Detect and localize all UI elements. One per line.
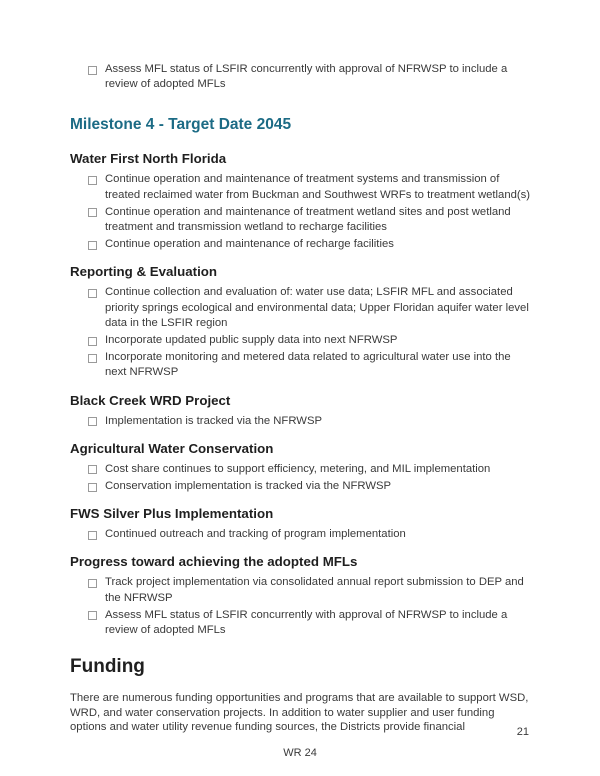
list-item — [88, 350, 535, 380]
page-number: 21 — [516, 726, 529, 738]
intro-bullet-list — [70, 62, 535, 92]
milestone-heading: Milestone 4 - Target Date 2045 — [70, 116, 292, 134]
list-item — [88, 237, 535, 252]
checkbox-bullet-icon — [88, 354, 97, 363]
bullet-text: Continue operation and maintenance of treatment wetland sites and post wetland treatment and transmission wetland to recharge facilities — [105, 205, 511, 234]
bullet-text: Continue operation and maintenance of recharge facilities — [105, 238, 394, 251]
bullet-text: Implementation is tracked via the NFRWSP — [105, 414, 323, 427]
section-fws-silver-plus-implementation — [70, 506, 535, 542]
checkbox-bullet-icon — [88, 176, 97, 185]
section-progress-adopted-mfls — [70, 554, 535, 638]
bullet-text: Assess MFL status of LSFIR concurrently with approval of NFRWSP to include a review of adopted MFLs — [105, 608, 508, 637]
checkbox-bullet-icon — [88, 289, 97, 298]
section-title: Reporting & Evaluation — [70, 264, 218, 280]
checkbox-bullet-icon — [88, 483, 97, 492]
section-title: FWS Silver Plus Implementation — [70, 506, 274, 522]
list-item — [88, 608, 535, 638]
checkbox-bullet-icon — [88, 531, 97, 540]
bullet-list — [70, 527, 535, 542]
checkbox-bullet-icon — [88, 465, 97, 474]
section-title: Agricultural Water Conservation — [70, 440, 274, 456]
checkbox-bullet-icon — [88, 208, 97, 217]
section-water-first-north-florida — [70, 151, 535, 252]
checkbox-bullet-icon — [88, 66, 97, 75]
footer-doc-code: WR 24 — [283, 747, 317, 759]
list-item — [88, 462, 535, 477]
bullet-list — [70, 414, 535, 429]
bullet-text: Cost share continues to support efficiency, metering, and MIL implementation — [105, 462, 491, 475]
funding-heading: Funding — [70, 656, 145, 678]
checkbox-bullet-icon — [88, 611, 97, 620]
bullet-list — [70, 172, 535, 252]
list-item — [88, 205, 535, 235]
page-content — [70, 0, 535, 735]
checkbox-bullet-icon — [88, 337, 97, 346]
checkbox-bullet-icon — [88, 241, 97, 250]
list-item — [88, 414, 535, 429]
checkbox-bullet-icon — [88, 417, 97, 426]
section-reporting-evaluation — [70, 264, 535, 380]
list-item — [88, 333, 535, 348]
bullet-text: Track project implementation via consolidated annual report submission to DEP and the NFRWSP — [105, 576, 524, 604]
bullet-text: Conservation implementation is tracked via the NFRWSP — [105, 480, 392, 493]
section-agricultural-water-conservation — [70, 441, 535, 494]
list-item — [88, 575, 535, 605]
bullet-text: Incorporate monitoring and metered data related to agricultural water use into the next NFRWSP — [105, 351, 511, 379]
section-title: Progress toward achieving the adopted MFLs — [70, 554, 358, 570]
list-item — [88, 62, 535, 92]
list-item — [88, 527, 535, 542]
section-title: Black Creek WRD Project — [70, 392, 231, 408]
list-item — [88, 479, 535, 494]
bullet-text: Continued outreach and tracking of program implementation — [105, 528, 406, 541]
section-title: Water First North Florida — [70, 151, 227, 167]
section-black-creek-wrd-project — [70, 393, 535, 429]
bullet-list — [70, 462, 535, 494]
list-item — [88, 285, 535, 331]
bullet-list — [70, 285, 535, 380]
funding-paragraph: There are numerous funding opportunities and programs that are available to support WSD, WRD, and water conservation projects. In addition to water supplier and user funding options and water utility revenue funding sources, the Districts provide financial — [70, 692, 529, 734]
checkbox-bullet-icon — [88, 579, 97, 588]
list-item — [88, 172, 535, 202]
bullet-text: Incorporate updated public supply data into next NFRWSP — [105, 334, 398, 347]
bullet-list — [70, 575, 535, 638]
bullet-text: Continue collection and evaluation of: water use data; LSFIR MFL and associated priority springs ecological and environmental data; Upper Floridan aquifer water level data in the LSFIR region — [105, 286, 529, 329]
bullet-text: Assess MFL status of LSFIR concurrently with approval of NFRWSP to include a review of adopted MFLs — [105, 63, 508, 91]
bullet-text: Continue operation and maintenance of treatment systems and transmission of treated reclaimed water from Buckman and Southwest WRFs to treatment wetland(s) — [105, 173, 531, 201]
